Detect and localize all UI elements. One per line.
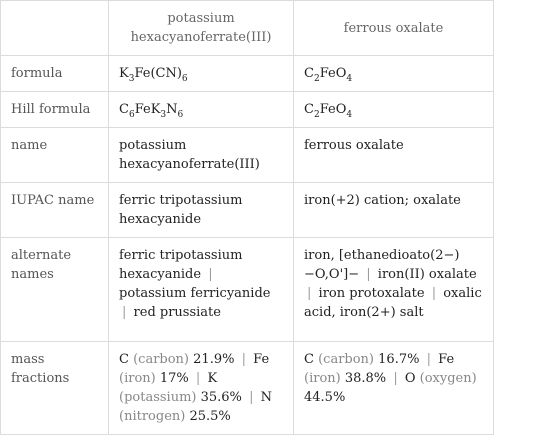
hill-formula-cell bbox=[294, 92, 494, 128]
alternate-name: iron(II) oxalate bbox=[377, 267, 477, 282]
formula-text: K bbox=[119, 66, 129, 81]
mass-fraction-value: 25.5% bbox=[189, 409, 231, 424]
mass-fraction-value: 35.6% bbox=[200, 390, 242, 405]
formula-text: FeK bbox=[134, 102, 161, 117]
list-separator: | bbox=[393, 371, 398, 386]
list-separator: | bbox=[431, 286, 437, 301]
alternate-name: oxalic acid, iron(2+) salt bbox=[304, 286, 482, 320]
name-cell: ferrous oxalate bbox=[294, 128, 494, 183]
element-symbol: Fe bbox=[253, 352, 270, 367]
row-iupac-name bbox=[1, 183, 494, 238]
mass-fraction-value: 17% bbox=[159, 371, 189, 386]
alternate-name: iron protoxalate bbox=[318, 286, 425, 301]
list-separator: | bbox=[426, 352, 431, 367]
element-name: (nitrogen) bbox=[119, 409, 186, 424]
element-symbol: N bbox=[260, 390, 272, 405]
formula-subscript: 6 bbox=[181, 74, 188, 84]
formula-text: N bbox=[166, 102, 178, 117]
element-symbol: C bbox=[304, 352, 314, 367]
list-separator: | bbox=[366, 267, 371, 282]
formula-text: C bbox=[304, 66, 314, 81]
element-name: (potassium) bbox=[119, 390, 197, 405]
formula-subscript: 6 bbox=[128, 110, 135, 120]
hill-formula-cell bbox=[109, 92, 294, 128]
element-symbol: C bbox=[119, 352, 129, 367]
row-label: IUPAC name bbox=[1, 183, 109, 238]
formula-subscript: 2 bbox=[313, 74, 320, 84]
column-header-ferrous-oxalate: ferrous oxalate bbox=[294, 1, 494, 56]
mass-fractions-cell bbox=[109, 342, 294, 435]
formula-text: C bbox=[119, 102, 129, 117]
row-name bbox=[1, 128, 494, 183]
mass-fraction-value: 38.8% bbox=[344, 371, 387, 386]
formula-text: FeO bbox=[319, 66, 347, 81]
list-separator: | bbox=[122, 305, 127, 320]
name-cell: potassium hexacyanoferrate(III) bbox=[109, 128, 294, 183]
iupac-name-cell: ferric tripotassium hexacyanide bbox=[109, 183, 294, 238]
formula-cell bbox=[294, 56, 494, 92]
alternate-names-cell bbox=[109, 238, 294, 342]
element-symbol: K bbox=[207, 371, 218, 386]
formula-text: Fe(CN) bbox=[134, 66, 182, 81]
row-label: Hill formula bbox=[1, 92, 109, 128]
alternate-name: potassium ferricyanide bbox=[119, 286, 271, 301]
iupac-name-cell: iron(+2) cation; oxalate bbox=[294, 183, 494, 238]
element-name: (carbon) bbox=[318, 352, 375, 367]
header-row bbox=[1, 1, 494, 56]
element-name: (carbon) bbox=[133, 352, 190, 367]
element-name: (oxygen) bbox=[419, 371, 477, 386]
element-name: (iron) bbox=[119, 371, 156, 386]
alternate-name: red prussiate bbox=[133, 305, 221, 320]
row-label: formula bbox=[1, 56, 109, 92]
list-separator: | bbox=[241, 352, 246, 367]
list-separator: | bbox=[195, 371, 201, 386]
formula-text: C bbox=[304, 102, 314, 117]
row-alternate-names bbox=[1, 238, 494, 342]
row-label: name bbox=[1, 128, 109, 183]
formula-text: FeO bbox=[319, 102, 347, 117]
mass-fraction-entry bbox=[304, 352, 419, 367]
element-symbol: Fe bbox=[438, 352, 455, 367]
alternate-name: ferric tripotassium hexacyanide bbox=[119, 248, 243, 282]
mass-fraction-value: 16.7% bbox=[378, 352, 420, 367]
mass-fraction-value: 44.5% bbox=[304, 390, 346, 405]
column-header-potassium-hexacyanoferrate: potassium hexacyanoferrate(III) bbox=[109, 1, 294, 56]
mass-fraction-value: 21.9% bbox=[193, 352, 235, 367]
alternate-name: iron, [ethanedioato(2−)−O,O']− bbox=[304, 248, 460, 282]
row-mass-fractions bbox=[1, 342, 494, 435]
element-symbol: O bbox=[404, 371, 416, 386]
mass-fraction-entry bbox=[119, 352, 234, 367]
list-separator: | bbox=[307, 286, 312, 301]
corner-cell bbox=[1, 1, 109, 56]
element-name: (iron) bbox=[304, 371, 341, 386]
formula-subscript: 4 bbox=[346, 110, 353, 120]
formula-subscript: 2 bbox=[313, 110, 320, 120]
list-separator: | bbox=[208, 267, 213, 282]
row-formula bbox=[1, 56, 494, 92]
list-separator: | bbox=[249, 390, 254, 405]
formula-subscript: 4 bbox=[346, 74, 353, 84]
formula-cell bbox=[109, 56, 294, 92]
row-label: mass fractions bbox=[1, 342, 109, 435]
row-label: alternate names bbox=[1, 238, 109, 342]
alternate-names-cell bbox=[294, 238, 494, 342]
formula-subscript: 3 bbox=[128, 74, 135, 84]
mass-fractions-cell bbox=[294, 342, 494, 435]
row-hill-formula bbox=[1, 92, 494, 128]
formula-subscript: 6 bbox=[177, 110, 184, 120]
formula-subscript: 3 bbox=[160, 110, 167, 120]
